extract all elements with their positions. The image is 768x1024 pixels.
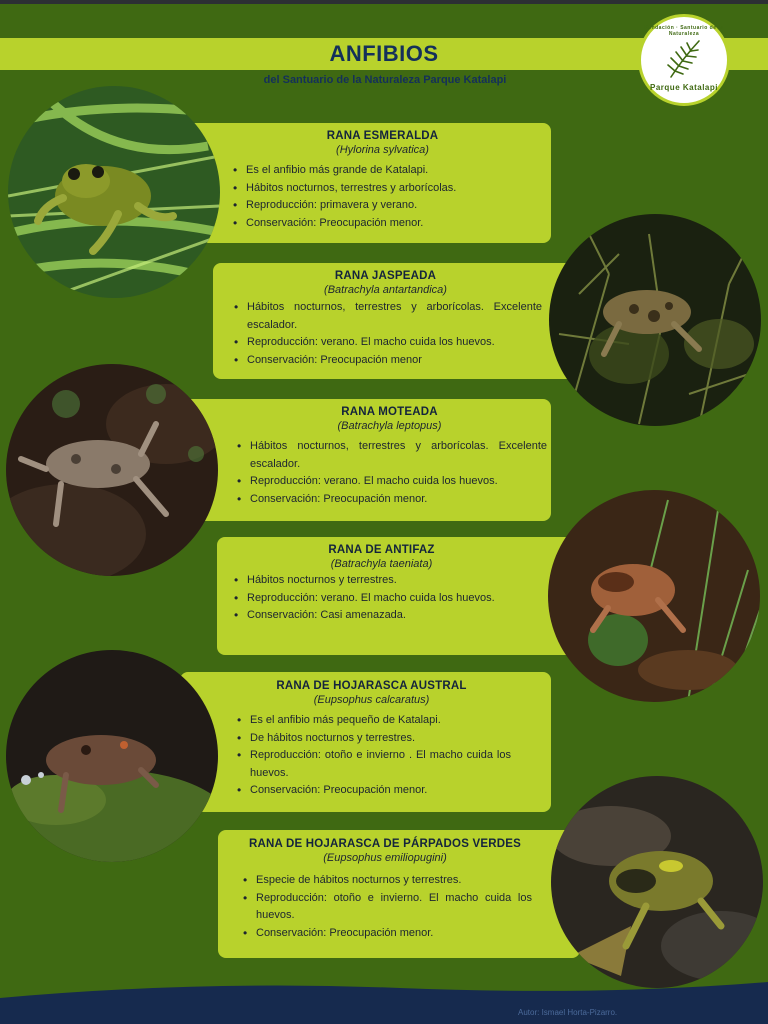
- species-scientific-name: (Eupsophus emiliopugini): [323, 852, 447, 864]
- fact-item: • Conservación: Preocupación menor.: [250, 491, 547, 509]
- fact-item: • Reproducción: otoño e invierno . El macho cuida los huevos.: [250, 747, 511, 782]
- species-scientific-name: (Batrachyla antartandica): [324, 284, 447, 296]
- fact-item: • Conservación: Preocupación menor.: [250, 782, 511, 800]
- fact-item: • Es el anfibio más pequeño de Katalapi.: [250, 712, 511, 730]
- fact-item: • Reproducción: verano. El macho cuida los huevos.: [247, 590, 534, 608]
- photo-rana-jaspeada: [549, 214, 761, 426]
- fact-item: • Conservación: Preocupación menor.: [256, 925, 532, 943]
- species-name: RANA DE HOJARASCA AUSTRAL: [276, 680, 467, 692]
- fact-item: • Hábitos nocturnos, terrestres y arborícolas.: [246, 180, 537, 198]
- species-facts: [238, 872, 532, 942]
- species-scientific-name: (Batrachyla leptopus): [337, 420, 442, 432]
- species-name: RANA DE HOJARASCA DE PÁRPADOS VERDES: [249, 838, 521, 850]
- species-facts: [228, 162, 537, 232]
- photo-rana-de-hojarasca-austral: [6, 650, 218, 862]
- species-name: RANA JASPEADA: [334, 270, 437, 282]
- species-facts: [229, 299, 542, 369]
- species-name: RANA ESMERALDA: [326, 130, 439, 142]
- author-credit: Autor: Ismael Horta-Pizarro.: [518, 1008, 618, 1017]
- species-card-rana-moteada: [180, 399, 551, 521]
- top-border: [0, 0, 768, 4]
- logo-bottom-text: Parque Katalapi: [650, 83, 718, 92]
- fact-item: • Hábitos nocturnos, terrestres y arborícolas. Excelente escalador.: [247, 299, 542, 334]
- fact-item: • Reproducción: otoño e invierno. El macho cuida los huevos.: [256, 890, 532, 925]
- species-card-rana-de-hojarasca-de-parpados-verdes: [218, 830, 580, 958]
- photo-rana-moteada: [6, 364, 218, 576]
- footer-wave: [0, 978, 768, 1024]
- species-name: RANA DE ANTIFAZ: [328, 544, 435, 556]
- species-facts: [229, 572, 534, 625]
- page-title: ANFIBIOS: [329, 41, 439, 66]
- fact-item: • Conservación: Casi amenazada.: [247, 607, 534, 625]
- fact-item: • Reproducción: verano. El macho cuida los huevos.: [247, 334, 542, 352]
- species-scientific-name: (Hylorina sylvatica): [336, 144, 429, 156]
- photo-rana-de-hojarasca-de-parpados-verdes: [551, 776, 763, 988]
- fact-item: • Conservación: Preocupación menor.: [246, 215, 537, 233]
- fact-item: • Especie de hábitos nocturnos y terrestres.: [256, 872, 532, 890]
- species-card-rana-jaspeada: [213, 263, 586, 379]
- species-facts: [232, 438, 547, 508]
- katalapi-logo: [638, 14, 730, 106]
- fact-item: • Conservación: Preocupación menor: [247, 352, 542, 370]
- fact-item: • Hábitos nocturnos, terrestres y arborícolas. Excelente escalador.: [250, 438, 547, 473]
- photo-rana-esmeralda: [8, 86, 220, 298]
- fact-item: • Reproducción: verano. El macho cuida los huevos.: [250, 473, 547, 491]
- species-card-rana-esmeralda: [180, 123, 551, 243]
- page-subtitle: del Santuario de la Naturaleza Parque Katalapi: [263, 74, 507, 86]
- species-scientific-name: (Eupsophus calcaratus): [313, 694, 430, 706]
- species-facts: [232, 712, 511, 800]
- logo-top-text: Fundación · Santuario de la Naturaleza: [644, 25, 724, 37]
- photo-rana-de-antifaz: [548, 490, 760, 702]
- fact-item: • Hábitos nocturnos y terrestres.: [247, 572, 534, 590]
- species-name: RANA MOTEADA: [341, 406, 438, 418]
- species-card-rana-de-hojarasca-austral: [180, 672, 551, 812]
- species-card-rana-de-antifaz: [217, 537, 580, 655]
- fact-item: • De hábitos nocturnos y terrestres.: [250, 730, 511, 748]
- fact-item: • Es el anfibio más grande de Katalapi.: [246, 162, 537, 180]
- fact-item: • Reproducción: primavera y verano.: [246, 197, 537, 215]
- species-scientific-name: (Batrachyla taeniata): [330, 558, 433, 570]
